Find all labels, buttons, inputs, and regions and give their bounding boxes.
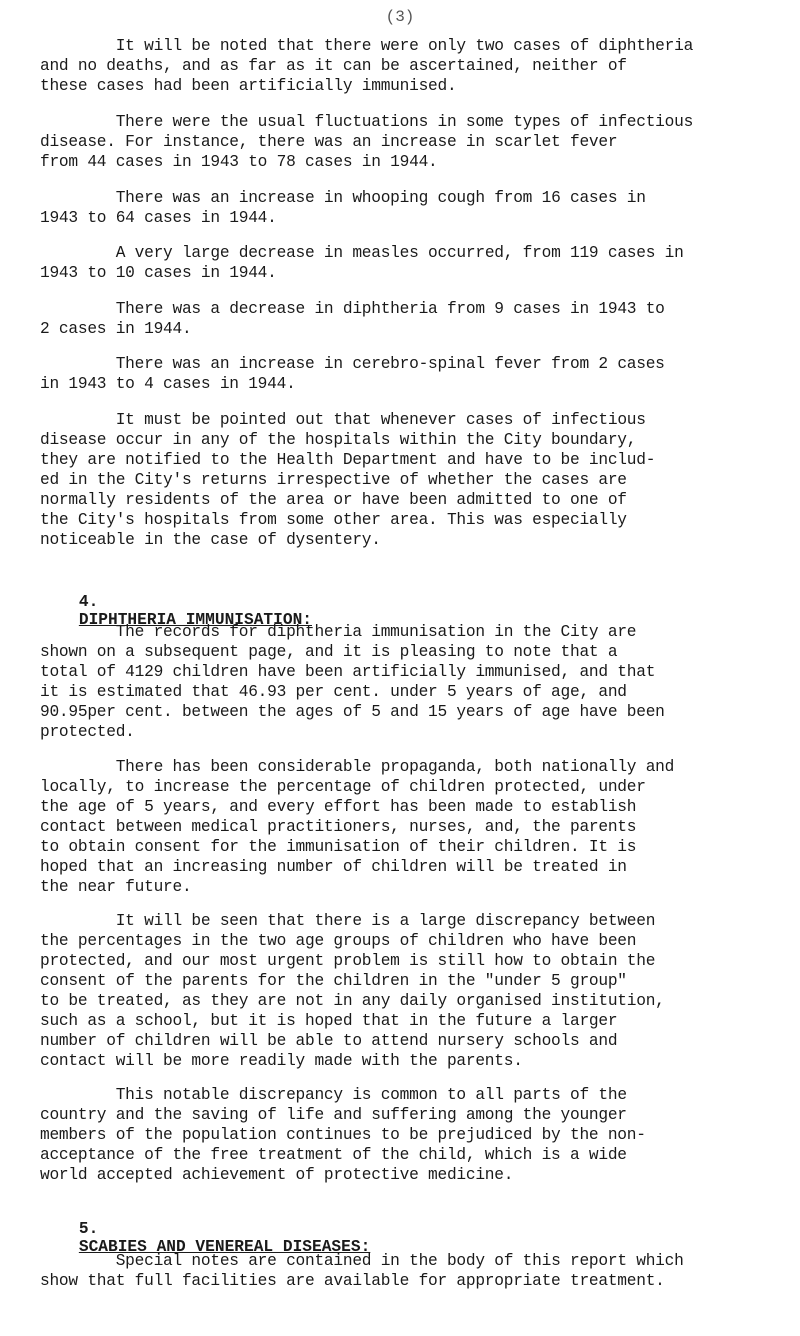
paragraph-hospital-notifications: It must be pointed out that whenever cases of infectious disease occur in any of the hospitals within the City boundary, they are notified to the Health Department and have to be includ- ed in the City's returns irrespective of whether the cases are normally residents of the area or have been admitted to one of the City's hospitals from some other area. This was especially noticeable in the case of dysentery. <box>40 411 656 549</box>
section-number: 4. <box>78 593 99 611</box>
paragraph-cerebro-spinal: There was an increase in cerebro-spinal fever from 2 cases in 1943 to 4 cases in 1944. <box>40 355 665 393</box>
paragraph-diphtheria-cases: It will be noted that there were only two cases of diphtheria and no deaths, and as far as it can be ascertained, neither of these cases had been artificially immunised. <box>40 37 694 95</box>
section-title: SCABIES AND VENEREAL DISEASES: <box>78 1238 371 1256</box>
paragraph-diphtheria-decrease: There was a decrease in diphtheria from 9 cases in 1943 to 2 cases in 1944. <box>40 300 665 338</box>
paragraph-special-notes: Special notes are contained in the body of this report which show that full facilities are available for appropriate treatment. <box>40 1252 684 1290</box>
section-title: DIPHTHERIA IMMUNISATION: <box>78 611 312 629</box>
paragraph-infectious-fluctuations: There were the usual fluctuations in some types of infectious disease. For instance, there was an increase in scarlet fever from 44 cases in 1943 to 78 cases in 1944. <box>40 113 694 171</box>
paragraph-discrepancy: It will be seen that there is a large discrepancy between the percentages in the two age groups of children who have been protected, and our most urgent problem is still how to obtain the consent of the parents for the children in the "under 5 group" to be treated, as they are not in any daily organised institution, such as a school, but it is hoped that in the future a larger number of children will be able to attend nursery schools and contact will be more readily made with the parents. <box>40 912 665 1070</box>
paragraph-whooping-cough: There was an increase in whooping cough from 16 cases in 1943 to 64 cases in 1944. <box>40 189 646 227</box>
section-number: 5. <box>78 1220 99 1238</box>
paragraph-notable-discrepancy: This notable discrepancy is common to all parts of the country and the saving of life and suffering among the younger members of the population continues to be prejudiced by the non- acceptance of the free treatment of the child, which is a wide world accepted achievement of protective medicine. <box>40 1086 646 1184</box>
paragraph-propaganda: There has been considerable propaganda, both nationally and locally, to increase the percentage of children protected, under the age of 5 years, and every effort has been made to establish contact between medical practitioners, nurses, and, the parents to obtain consent for the immunisation of their children. It is hoped that an increasing number of children will be treated in the near future. <box>40 758 675 896</box>
paragraph-measles: A very large decrease in measles occurred, from 119 cases in 1943 to 10 cases in 1944. <box>40 244 684 282</box>
paragraph-immunisation-records: The records for diphtheria immunisation in the City are shown on a subsequent page, and it is pleasing to note that a total of 4129 children have been artificially immunised, and that it is estimated that 46.93 per cent. under 5 years of age, and 90.95per cent. between the ages of 5 and 15 years of age have been protected. <box>40 623 665 741</box>
page-number: (3) <box>385 8 415 26</box>
